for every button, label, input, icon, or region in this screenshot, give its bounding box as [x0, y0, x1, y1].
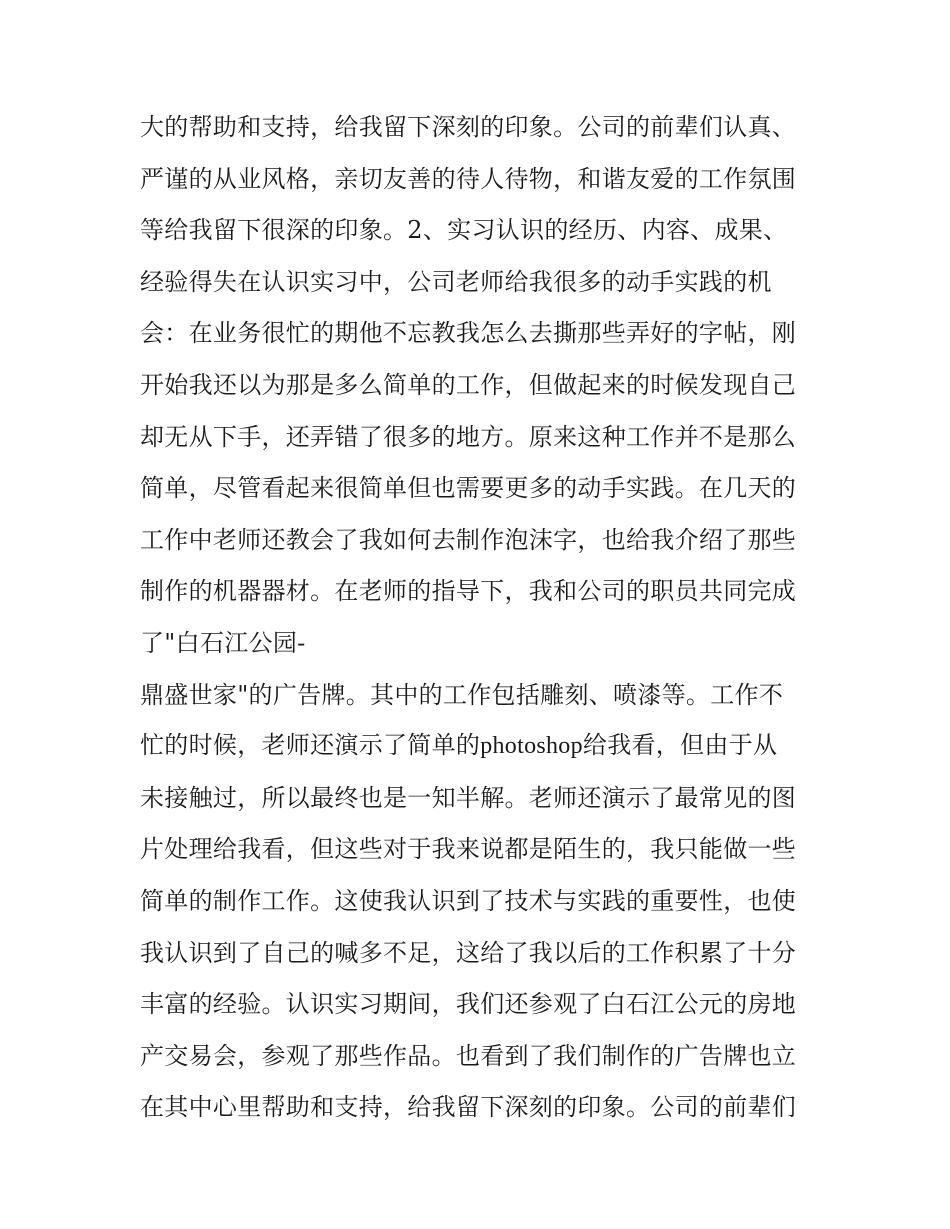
text-line-14: 未接触过，所以最终也是一知半解。老师还演示了最常见的图: [140, 783, 797, 812]
text-line-3: 等给我留下很深的印象。2、实习认识的经历、内容、成果、: [140, 216, 788, 245]
text-line-8: 简单，尽管看起来很简单但也需要更多的动手实践。在几天的: [140, 474, 797, 503]
text-line-1: 大的帮助和支持，给我留下深刻的印象。公司的前辈们认真、: [140, 113, 797, 141]
body-paragraph: [140, 102, 820, 1134]
text-line-12: 鼎盛世家"的广告牌。其中的工作包括雕刻、喷漆等。工作不: [140, 680, 784, 709]
text-line-6: 开始我还以为那是多么简单的工作，但做起来的时候发现自己: [140, 370, 797, 399]
text-line-13: 忙的时候，老师还演示了简单的photoshop给我看，但由于从: [140, 733, 778, 760]
text-line-9: 工作中老师还教会了我如何去制作泡沫字，也给我介绍了那些: [140, 525, 797, 554]
text-line-4: 经验得失在认识实习中，公司老师给我很多的动手实践的机: [140, 267, 772, 296]
text-line-15: 片处理给我看，但这些对于我来说都是陌生的，我只能做一些: [140, 835, 797, 864]
text-line-10: 制作的机器器材。在老师的指导下，我和公司的职员共同完成: [140, 577, 797, 606]
text-line-16: 简单的制作工作。这使我认识到了技术与实践的重要性，也使: [140, 886, 797, 915]
text-line-11: 了"白石江公园-: [140, 628, 306, 657]
text-line-20: 在其中心里帮助和支持，给我留下深刻的印象。公司的前辈们: [140, 1093, 797, 1122]
text-line-18: 丰富的经验。认识实习期间，我们还参观了白石江公元的房地: [140, 990, 797, 1019]
text-line-2: 严谨的从业风格，亲切友善的待人待物，和谐友爱的工作氛围: [140, 164, 797, 193]
text-line-17: 我认识到了自己的喊多不足，这给了我以后的工作积累了十分: [140, 938, 797, 967]
text-line-19: 产交易会，参观了那些作品。也看到了我们制作的广告牌也立: [140, 1041, 797, 1070]
text-line-5: 会：在业务很忙的期他不忘教我怎么去撕那些弄好的字帖，刚: [140, 319, 797, 348]
text-line-7: 却无从下手，还弄错了很多的地方。原来这种工作并不是那么: [140, 422, 797, 451]
